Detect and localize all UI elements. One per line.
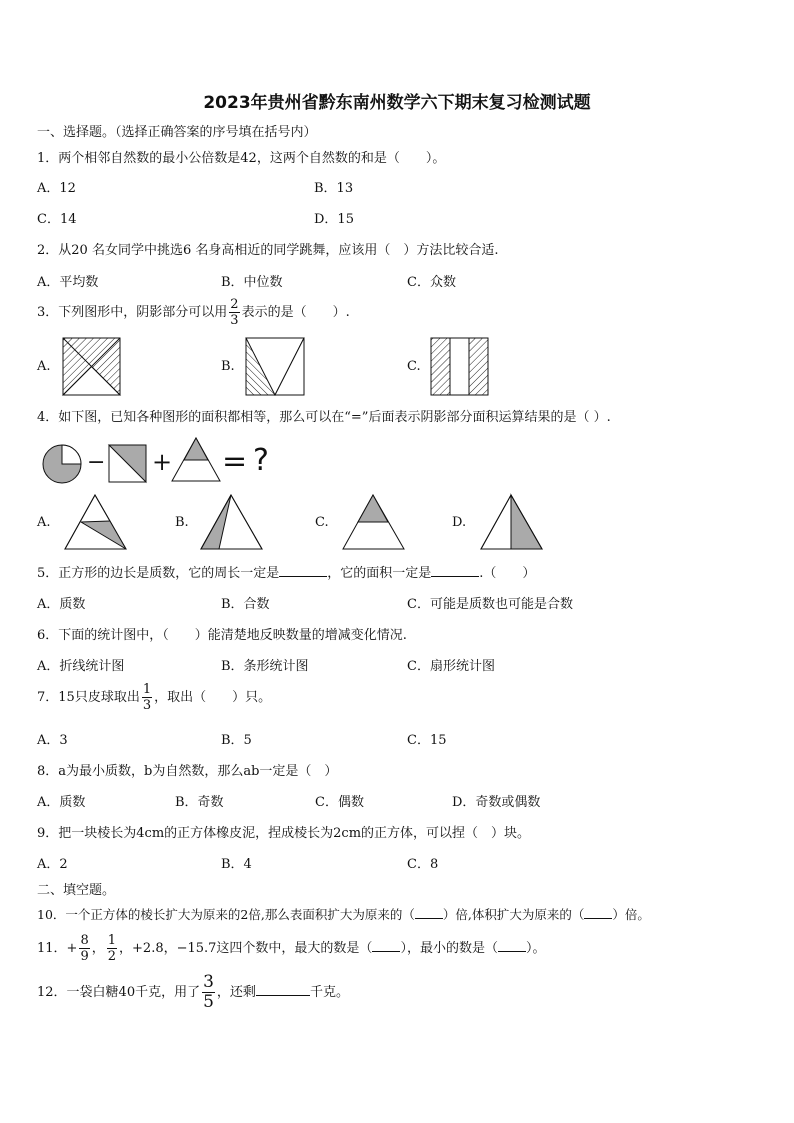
answer-blank[interactable]	[372, 951, 400, 952]
q6-option-a: A．折线统计图	[37, 659, 125, 674]
q9-option-b: B．4	[221, 857, 252, 872]
answer-blank[interactable]	[415, 918, 443, 919]
q4-option-b: B.	[175, 515, 189, 530]
q8-option-d: D．奇数或偶数	[452, 795, 541, 810]
q7-option-b: B．5	[221, 733, 252, 748]
question-12: 12．一袋白糖40千克，用了 $\frac{3}{5}$ ，还剩 千克。	[37, 972, 349, 1012]
q4-figure-d	[481, 495, 542, 549]
question-7: 7．15只皮球取出 $\frac{1}{3}$ ，取出（ ）只。	[37, 682, 272, 713]
q9-option-c: C．8	[407, 857, 439, 872]
question-5: 5．正方形的边长是质数，它的周长一定是 ，它的面积一定是 .（ ）	[37, 566, 536, 581]
q4-option-d: D.	[452, 515, 467, 530]
q1-option-d: D．15	[314, 212, 354, 227]
question-2: 2．从20 名女同学中挑选6 名身高相近的同学跳舞，应该用（ ）方法比较合适.	[37, 243, 499, 258]
plus-sign: +	[152, 448, 173, 476]
q6-option-b: B．条形统计图	[221, 659, 309, 674]
minus-sign: −	[87, 450, 106, 475]
question-1: 1．两个相邻自然数的最小公倍数是42，这两个自然数的和是（ ）。	[37, 151, 446, 166]
q7-option-c: C．15	[407, 733, 447, 748]
question-11: 11．+ $\frac{8}{9}$ ， $\frac{1}{2}$ ，+2.8，−15.7这四个数中，最大的数是（ ），最小的数是（ ）。	[37, 933, 546, 964]
q5-option-a: A．质数	[37, 597, 86, 612]
question-6: 6．下面的统计图中，（ ）能清楚地反映数量的增减变化情况.	[37, 628, 407, 643]
q4-option-a: A.	[37, 515, 51, 530]
q4-figure-b	[201, 495, 262, 549]
q6-option-c: C．扇形统计图	[407, 659, 495, 674]
q3-option-a: A.	[37, 359, 51, 374]
question-10: 10．一个正方体的棱长扩大为原来的2倍,那么表面积扩大为原来的（ ）倍,体积扩大为原来的（ ）倍。	[37, 907, 650, 922]
q9-option-a: A．2	[37, 857, 68, 872]
fraction-one-third: $\frac{1}{3}$	[142, 682, 152, 713]
q3-option-c: C.	[407, 359, 421, 374]
q7-option-a: A．3	[37, 733, 68, 748]
q5-option-b: B．合数	[221, 597, 270, 612]
answer-blank[interactable]	[584, 918, 612, 919]
q4-figure-a	[65, 495, 126, 549]
q2-option-c: C．众数	[407, 275, 456, 290]
q5-option-c: C．可能是质数也可能是合数	[407, 597, 573, 612]
question-9: 9．把一块棱长为4cm的正方体橡皮泥，捏成棱长为2cm的正方体，可以捏（ ）块。	[37, 826, 531, 841]
page-title: 2023年贵州省黔东南州数学六下期末复习检测试题	[203, 93, 591, 113]
q1-option-c: C．14	[37, 212, 77, 227]
question-3: 3．下列图形中，阴影部分可以用 $\frac{2}{3}$ 表示的是（ ）.	[37, 297, 350, 328]
answer-blank[interactable]	[498, 951, 526, 952]
q1-option-b: B．13	[314, 181, 354, 196]
q8-option-b: B．奇数	[175, 795, 224, 810]
answer-blank[interactable]	[256, 995, 310, 996]
q8-option-c: C．偶数	[315, 795, 364, 810]
section-heading-fill: 二、填空题。	[37, 883, 116, 898]
q4-figure-c	[343, 495, 404, 549]
q3-option-b: B.	[221, 359, 235, 374]
q1-option-a: A．12	[37, 181, 76, 196]
question-mark: ?	[253, 443, 269, 478]
fraction-two-thirds: $\frac{2}{3}$	[230, 297, 239, 328]
q4-option-c: C.	[315, 515, 329, 530]
answer-blank[interactable]	[279, 576, 327, 577]
section-heading-choice: 一、选择题。（选择正确答案的序号填在括号内）	[37, 125, 317, 140]
question-8: 8．a为最小质数，b为自然数，那么ab一定是（ ）	[37, 764, 338, 779]
fraction-three-fifths: $\frac{3}{5}$	[203, 972, 214, 1012]
q2-option-b: B．中位数	[221, 275, 283, 290]
equals-sign: =	[222, 444, 248, 479]
fraction-one-half: $\frac{1}{2}$	[107, 933, 117, 964]
fraction-eight-ninths: $\frac{8}{9}$	[80, 933, 89, 964]
q8-option-a: A．质数	[37, 795, 86, 810]
question-4: 4．如下图，已知各种图形的面积都相等，那么可以在“=”后面表示阴影部分面积运算结果的是（ ）.	[37, 410, 611, 425]
q2-option-a: A．平均数	[37, 275, 99, 290]
answer-blank[interactable]	[431, 576, 479, 577]
